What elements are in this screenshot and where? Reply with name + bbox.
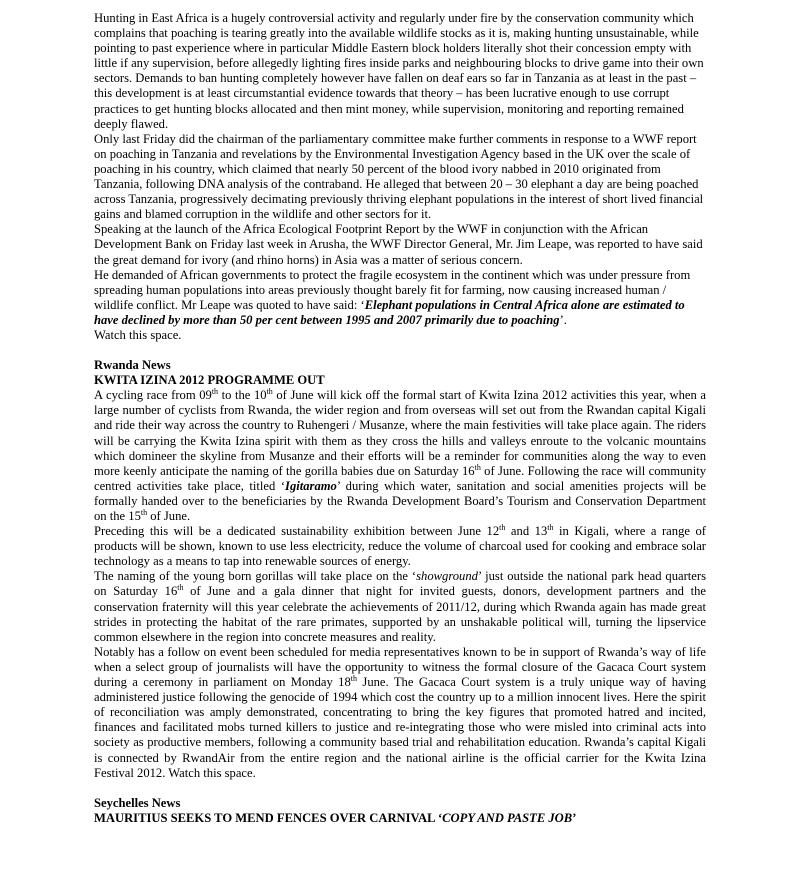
superscript: th xyxy=(140,507,148,517)
headline-emphasis: COPY AND PASTE JOB xyxy=(442,810,573,825)
text-run: The naming of the young born gorillas will take place on the ‘ xyxy=(94,569,417,584)
text-run: June. The Gacaca Court system is a truly unique way of having administered justice following the genocide of 1994 which cost the country up to a million innocent lives. Here the spirit of reconciliation was amply demonstrated, concentrating to bring the key figures that promoted hatred and incited, finances and facilitated mobs turned killers to justice and re-integrating those who were misled into criminal acts into society as productive members, following a community based trial and rehabilitation education. Rwanda’s capital Kigali is connected by RwandAir from the entire region and the national airline is the official carrier for the Kwita Izina Festival 2012. Watch this space. xyxy=(94,675,706,780)
paragraph xyxy=(94,569,706,644)
paragraph xyxy=(94,268,706,328)
article-seychelles xyxy=(94,796,706,826)
text-run: to the 10 xyxy=(218,388,267,403)
article-headline: KWITA IZINA 2012 PROGRAMME OUT xyxy=(94,373,325,388)
paragraph xyxy=(94,524,706,569)
headline-text: MAURITIUS SEEKS TO MEND FENCES OVER CARNIVAL ‘ xyxy=(94,810,443,825)
paragraph: Only last Friday did the chairman of the parliamentary committee make further comments in response to a WWF report on poaching in Tanzania and revelations by the Environmental Investigation Agency based in the UK over the scale of poaching in his country, which claimed that nearly 50 percent of the blood ivory nabbed in 2010 originated from Tanzania, following DNA analysis of the contraband. He alleged that between 20 – 30 elephant a day are being poached across Tanzania, progressively decimating previously thriving elephant populations in the interest of short lived financial gains and blamed corruption in the wildlife and other sectors for it. xyxy=(94,131,704,222)
superscript: th xyxy=(350,673,358,683)
spacer xyxy=(94,781,706,796)
paragraph: Speaking at the launch of the Africa Ecological Footprint Report by the WWF in conjunction with the African Development Bank on Friday last week in Arusha, the WWF Director General, Mr. Jim Leape, was reported to have said the great demand for ivory (and rhino horns) in Asia was a matter of serious concern. xyxy=(94,222,703,267)
superscript: th xyxy=(177,583,184,593)
section-heading: Seychelles News xyxy=(94,795,181,810)
text-run: of June will kick off the formal start of Kwita Izina 2012 activities this year, when a large number of cyclists from Rwanda, the wider region and from overseas will set out from the Rwandan capital Kigali and ride their way across the country to Ruhengeri / Musanze, where the main festivities will take place again. The riders will be carrying the Kwita Izina spirit with them as they cross the hills and valleys enroute to the volcanic mountains which domineer the skyline from Musanze and their efforts will be a reminder for communities along the way to even more keenly anticipate the naming of the gorilla babies due on Saturday 16 xyxy=(94,388,706,478)
text-run: ’ during which water, sanitation and social amenities projects will be formally handed over to the beneficiaries by the Rwanda Development Board’s Tourism and Conservation Department on the 15 xyxy=(94,478,707,523)
paragraph xyxy=(94,388,706,524)
superscript: th xyxy=(474,462,481,472)
quote: Elephant populations in Central Africa alone are estimated to have declined by more than 50 per cent between 1995 and 2007 primarily due to poaching xyxy=(94,297,685,327)
text-run: of June. Following the race will community centred activities take place, titled ‘ xyxy=(94,463,706,493)
article-rwanda xyxy=(94,358,706,781)
text-run: A cycling race from 09 xyxy=(94,388,212,403)
paragraph xyxy=(94,645,706,781)
text-run: Preceding this will be a dedicated sustainability exhibition between June 12 xyxy=(94,524,500,539)
text-run: of June and a gala dinner that night for invited guests, donors, development partners and the conservation fraternity will this year celebrate the achievements of 2011/12, during which Rwanda again has made great strides in protecting the habitat of the rare primates, supported by an unshakable political will, turning the lipservice common elsewhere in the region into concrete measures and reality. xyxy=(94,584,706,644)
paragraph: Hunting in East Africa is a hugely controversial activity and regularly under fire by the conservation community which complains that poaching is tearing greatly into the available wildlife stocks as it is, making hunting unsustainable, while pointing to past experience where in particular Middle Eastern block holders literally shot their concession empty with little if any supervision, before allegedly lighting fires inside parks and neighbouring blocks to drive game into their own sectors. Demands to ban hunting completely however have fallen on deaf ears so far in Tanzania as at least in the past – this development is at least circumstantial evidence towards that theory – has been lucrative enough to use corrupt practices to get hunting blocks allocated and then mint money, while supervision, monitoring and reporting remained deeply flawed. xyxy=(94,11,704,131)
text-run: of June. xyxy=(147,509,191,523)
text-run: Notably has a follow on event been scheduled for media representatives known to be in support of Rwanda’s way of life when a select group of journalists will have the opportunity to witness the formal closure of the Gacaca Court system during a ceremony in parliament on Monday 18 xyxy=(94,644,706,690)
paragraph-text: He demanded of African governments to protect the fragile ecosystem in the continent which was under pressure from spreading human populations into areas previously thought barely fit for farming, now causing increased human / wildlife conflict. Mr Leape was quoted to have said: ‘ xyxy=(94,267,691,312)
emphasis: showground xyxy=(416,569,478,584)
superscript: th xyxy=(499,522,506,532)
superscript: th xyxy=(211,387,219,397)
headline-text: ’ xyxy=(572,810,577,825)
section-heading: Rwanda News xyxy=(94,358,171,373)
article-hunting-tanzania xyxy=(94,11,706,343)
superscript: th xyxy=(266,387,273,397)
text-run: and 13 xyxy=(505,524,548,539)
closing-line: Watch this space. xyxy=(94,327,182,342)
spacer xyxy=(94,343,706,358)
superscript: th xyxy=(547,522,554,532)
article-headline xyxy=(94,811,706,826)
paragraph-text: ’. xyxy=(559,312,567,327)
text-run: in Kigali, where a range of products will be shown, known to use less electricity, reduce the volume of charcoal used for cooking and embrace solar technology as a means to tap into renewable sources of energy. xyxy=(94,524,706,569)
text-run: ’ just outside the national park head quarters on Saturday 16 xyxy=(94,569,706,599)
emphasis: Igitaramo xyxy=(285,478,337,493)
